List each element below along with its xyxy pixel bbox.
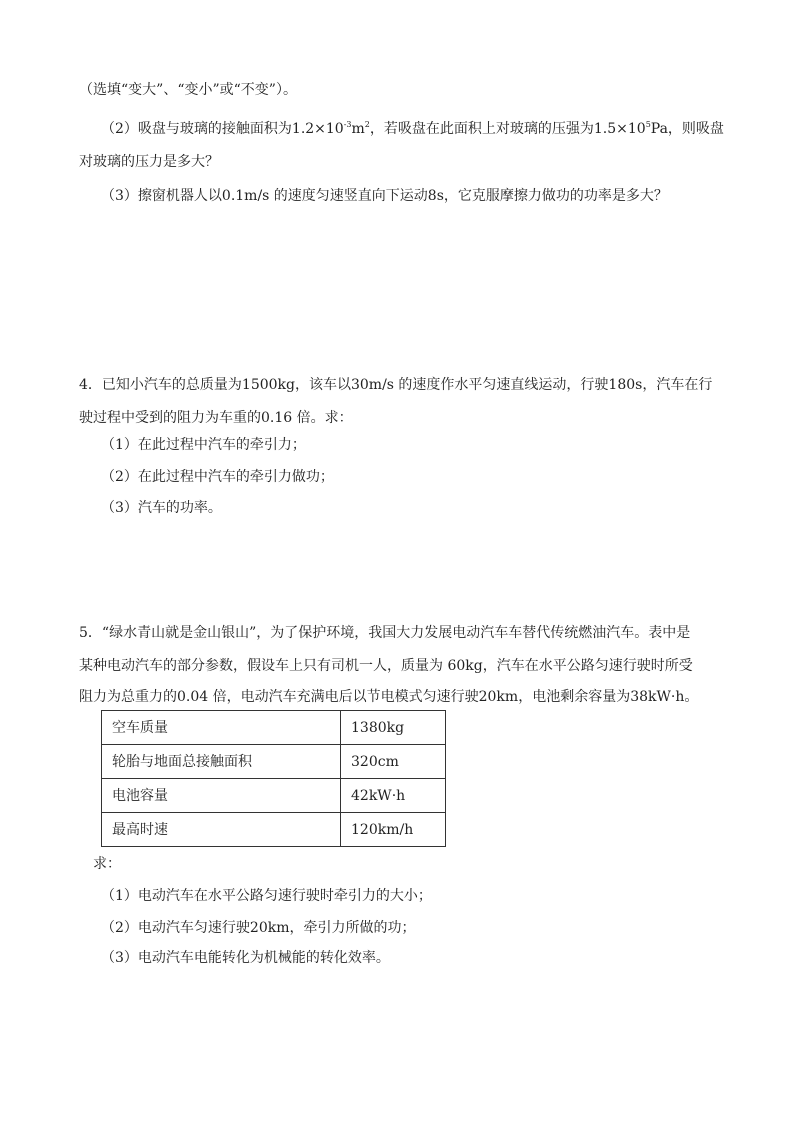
table-cell-value: 320cm [341, 745, 446, 779]
q3-sub2-text-b: ，若吸盘在此面积上对玻璃的压强为1.5×10 [369, 121, 646, 137]
parameter-table [101, 710, 446, 847]
q4-sub1: （1）在此过程中汽车的牵引力； [101, 437, 306, 453]
q3-sub2-exponent: -3 [343, 120, 352, 129]
q3-sub2-text-a: （2）吸盘与玻璃的接触面积为1.2×10 [101, 121, 344, 137]
q3-sub2-pressure-exponent: 5 [645, 120, 651, 129]
table-row [102, 779, 446, 813]
table-cell-label: 电池容量 [102, 779, 341, 813]
table-cell-value: 42kW·h [341, 779, 446, 813]
q5-sub2: （2）电动汽车匀速行驶20km，牵引力所做的功； [101, 920, 416, 936]
table-cell-label: 空车质量 [102, 711, 341, 745]
q5-stem-line2: 某种电动汽车的部分参数，假设车上只有司机一人，质量为 60kg，汽车在水平公路匀速行驶时所受 [79, 658, 693, 674]
table-row [102, 711, 446, 745]
q3-sub3: （3）擦窗机器人以0.1m/s 的速度匀速竖直向下运动8s，它克服摩擦力做功的功率是多大？ [101, 188, 668, 204]
q3-sub2-unit-exponent: 2 [364, 120, 370, 129]
q5-sub3: （3）电动汽车电能转化为机械能的转化效率。 [101, 950, 390, 966]
q3-sub2-unit: m [351, 121, 365, 137]
q5-stem-line3: 阻力为总重力的0.04 倍，电动汽车充满电后以节电模式匀速行驶20km，电池剩余容量为38kW·h。 [79, 689, 699, 705]
q5-stem-line1: 5．“绿水青山就是金山银山”，为了保护环境，我国大力发展电动汽车车替代传统燃油汽车。表中是 [79, 625, 691, 641]
table-cell-value: 120km/h [341, 813, 446, 847]
q5-sub1: （1）电动汽车在水平公路匀速行驶时牵引力的大小； [101, 888, 432, 904]
q3-sub2-line2: 对玻璃的压力是多大？ [79, 154, 219, 170]
table-cell-label: 轮胎与地面总接触面积 [102, 745, 341, 779]
q4-sub3: （3）汽车的功率。 [101, 500, 222, 516]
q3-sub2-line1 [101, 119, 724, 139]
table-cell-value: 1380kg [341, 711, 446, 745]
table-row [102, 813, 446, 847]
q4-stem-line2: 驶过程中受到的阻力为车重的0.16 倍。求： [79, 410, 353, 426]
q3-choice-hint: （选填“变大”、“变小”或“不变”）。 [79, 82, 297, 98]
table-cell-label: 最高时速 [102, 813, 341, 847]
q4-stem-line1: 4．已知小汽车的总质量为1500kg，该车以30m/s 的速度作水平匀速直线运动，行驶180s，汽车在行 [79, 377, 713, 393]
q5-ask: 求： [93, 856, 121, 872]
table-row [102, 745, 446, 779]
q3-sub2-text-c: Pa，则吸盘 [650, 121, 724, 137]
q4-sub2: （2）在此过程中汽车的牵引力做功； [101, 469, 334, 485]
